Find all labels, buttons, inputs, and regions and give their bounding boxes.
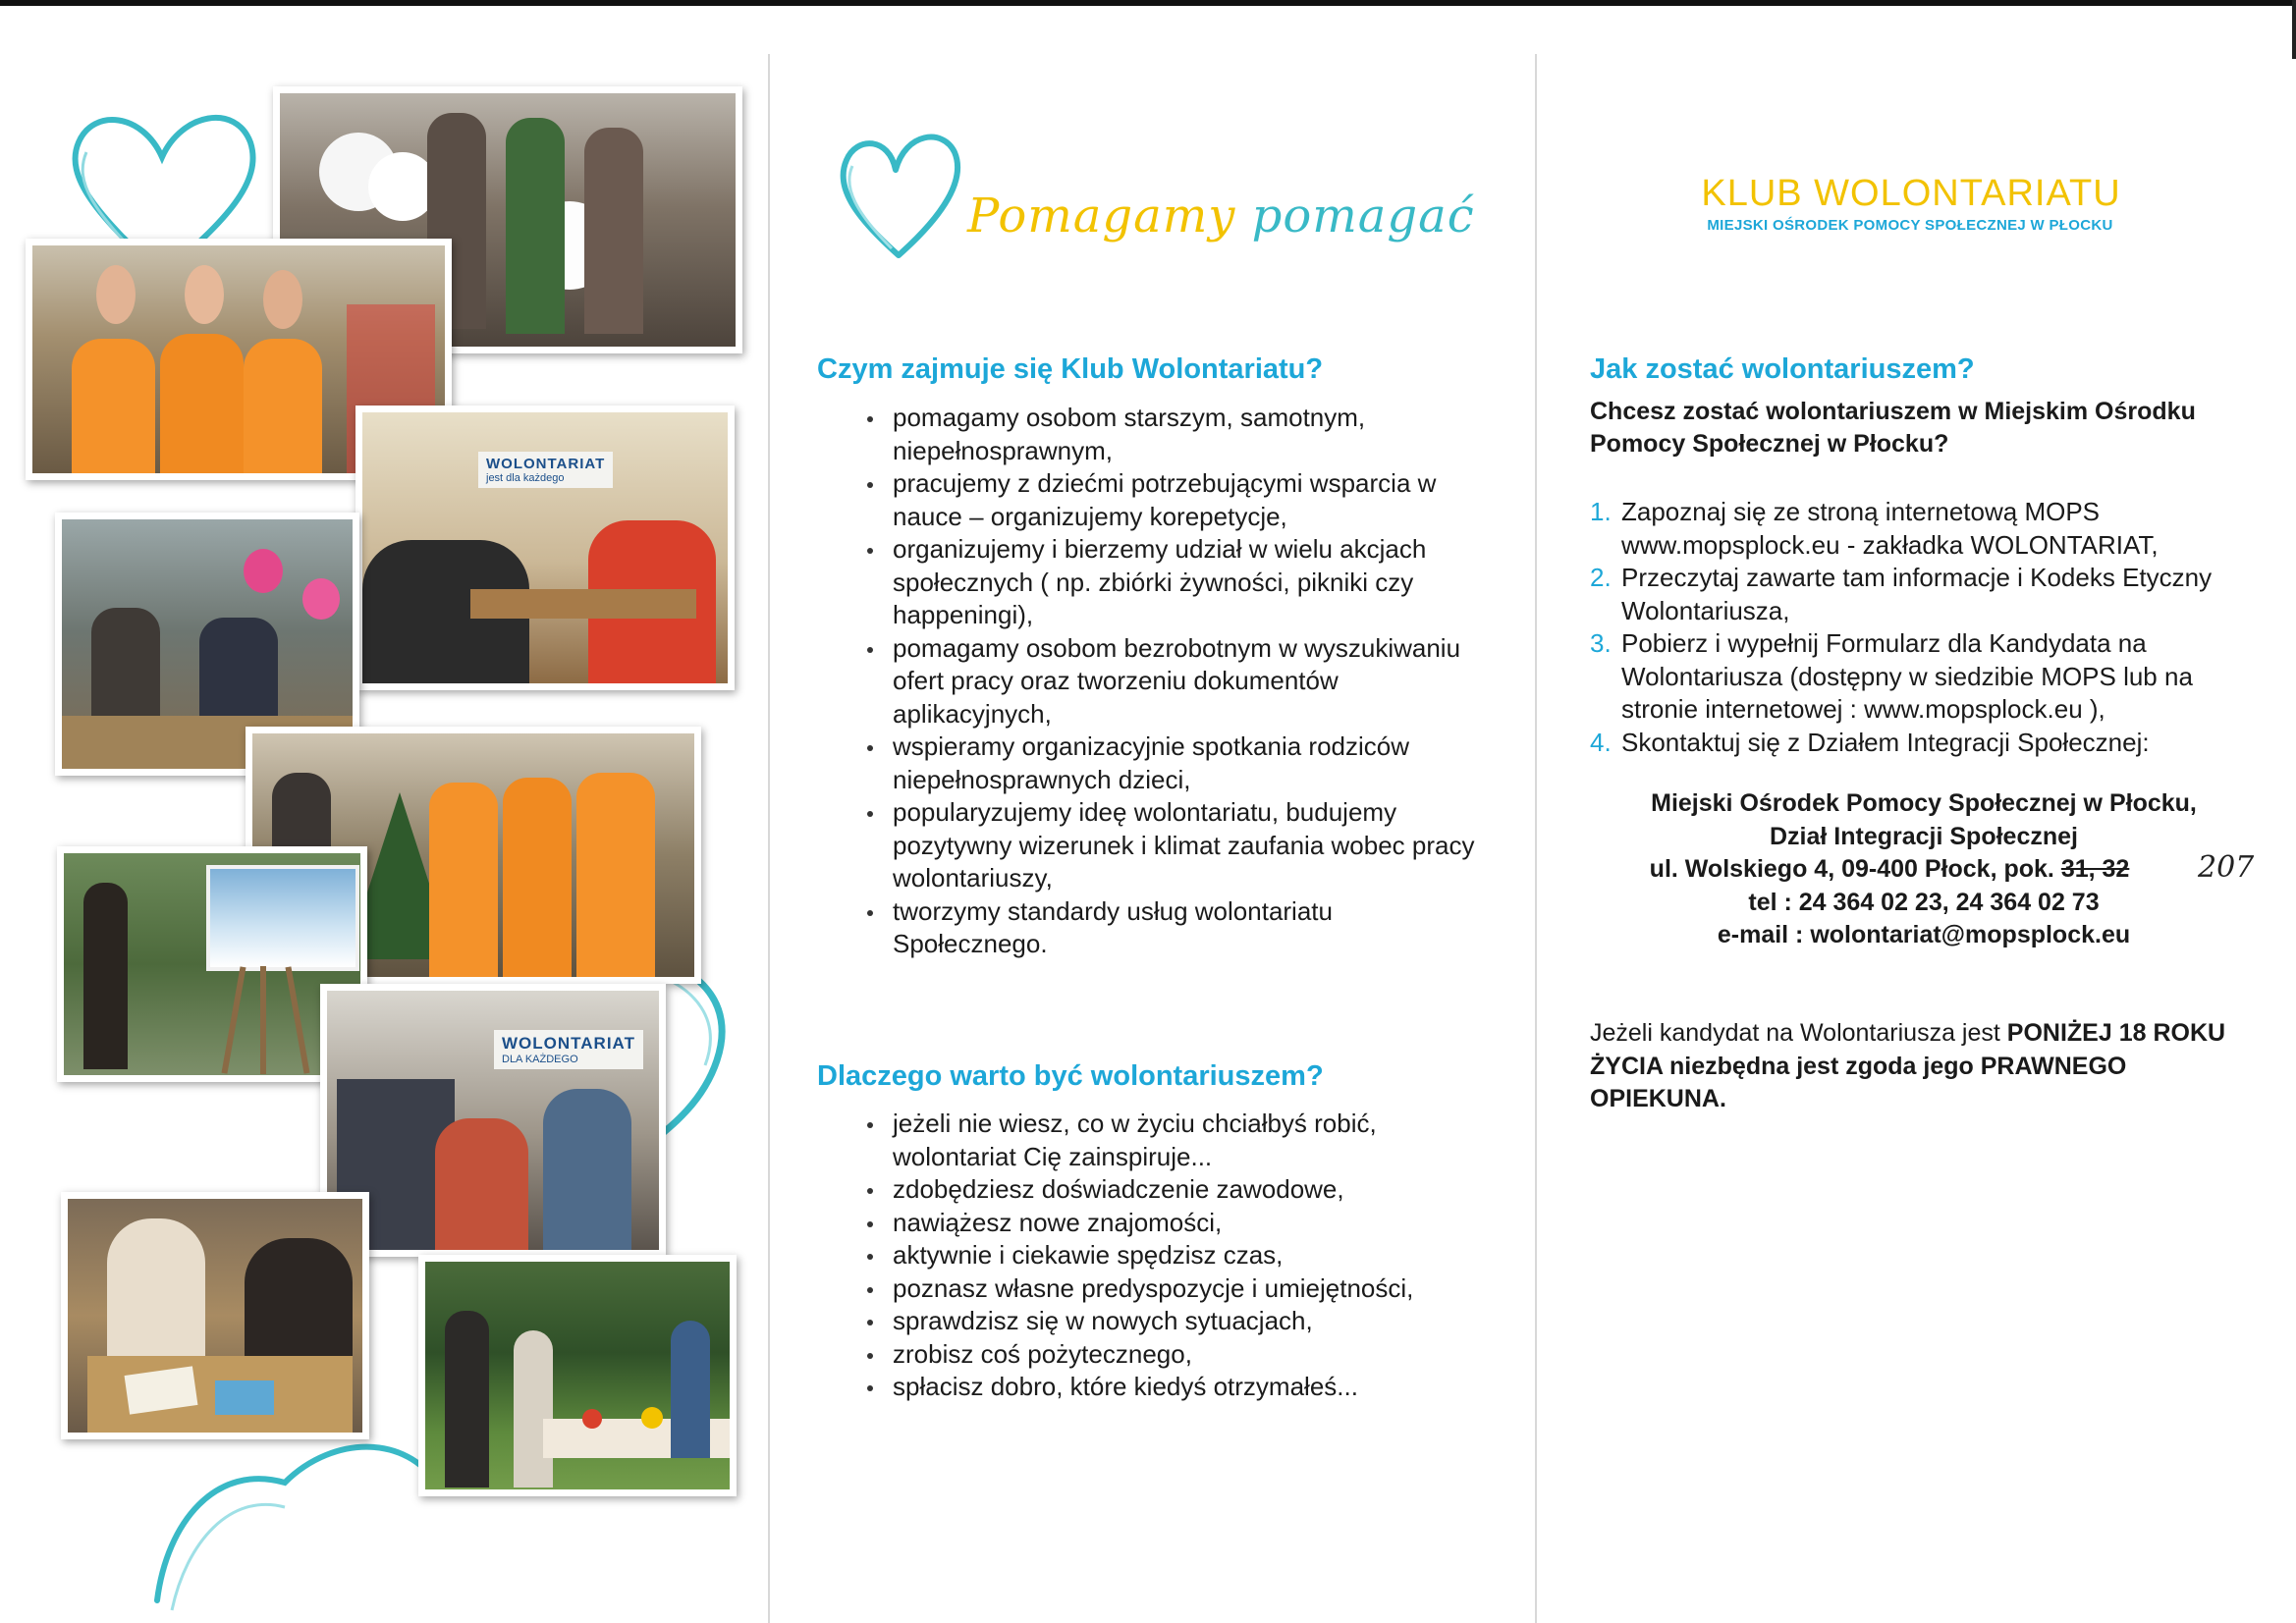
- section-title-how-to-join: Jak zostać wolontariuszem?: [1590, 353, 1975, 385]
- list-item: aktywnie i ciekawie spędzisz czas,: [893, 1239, 1482, 1272]
- brand-slogan-word1: Pomagamy: [967, 189, 1236, 243]
- list-item: tworzymy standardy usług wolontariatu Społecznego.: [893, 895, 1482, 961]
- banner-text: WOLONTARIAT DLA KAŻDEGO: [494, 1030, 643, 1069]
- list-item: [1590, 496, 2258, 562]
- list-item: [1590, 727, 2258, 760]
- list-item: sprawdzisz się w nowych sytuacjach,: [893, 1305, 1482, 1338]
- heart-logo-icon: [835, 123, 967, 265]
- join-lead: Chcesz zostać wolontariuszem w Miejskim Ośrodku Pomocy Społecznej w Płocku?: [1590, 398, 2196, 458]
- section-title-why-volunteer: Dlaczego warto być wolontariuszem?: [817, 1060, 1324, 1092]
- photo-banner-stand: [320, 984, 666, 1257]
- contact-phone: tel : 24 364 02 23, 24 364 02 73: [1748, 888, 2100, 916]
- heart-outline-icon: [137, 1414, 462, 1620]
- fold-line-2: [1535, 54, 1537, 1623]
- photo-reading-table: [61, 1192, 369, 1439]
- photo-volunteer-desk: [355, 406, 735, 690]
- klub-subtitle: MIEJSKI OŚRODEK POMOCY SPOŁECZNEJ W PŁOCKU: [1707, 217, 2113, 234]
- handwritten-room-number: 207: [2198, 850, 2255, 885]
- list-item: wspieramy organizacyjnie spotkania rodziców niepełnosprawnych dzieci,: [893, 730, 1482, 796]
- list-item: [1590, 627, 2258, 727]
- banner-text: WOLONTARIAT jest dla każdego: [478, 452, 613, 488]
- contact-org: Miejski Ośrodek Pomocy Społecznej w Płocku,: [1651, 789, 2197, 817]
- photo-collage-panel: [0, 0, 766, 1623]
- step-number: 1.: [1590, 497, 1612, 526]
- list-item: [1590, 562, 2258, 627]
- klub-title: KLUB WOLONTARIATU: [1701, 173, 2121, 214]
- step-number: 4.: [1590, 727, 1612, 757]
- list-item: nawiążesz nowe znajomości,: [893, 1207, 1482, 1240]
- list-item: poznasz własne predyspozycje i umiejętności,: [893, 1272, 1482, 1306]
- list-item: jeżeli nie wiesz, co w życiu chciałbyś robić, wolontariat Cię zainspiruje...: [893, 1108, 1482, 1173]
- contact-email: e-mail : wolontariat@mopsplock.eu: [1717, 921, 2131, 948]
- brand-slogan: [967, 189, 1475, 243]
- section-title-what-we-do: Czym zajmuje się Klub Wolontariatu?: [817, 353, 1324, 385]
- list-item: pomagamy osobom bezrobotnym w wyszukiwaniu ofert pracy oraz tworzeniu dokumentów aplikacyjnych,: [893, 632, 1482, 731]
- what-we-do-list: [893, 402, 1482, 961]
- step-text: Zapoznaj się ze stroną internetową MOPS www.mopsplock.eu - zakładka WOLONTARIAT,: [1621, 497, 2159, 560]
- brand-slogan-word2: pomagać: [1251, 189, 1475, 243]
- step-number: 2.: [1590, 563, 1612, 592]
- step-text: Pobierz i wypełnij Formularz dla Kandydata na Wolontariusza (dostępny w siedzibie MOPS lub na stronie internetowej : www.mopsplock.eu ),: [1621, 628, 2193, 724]
- step-text: Przeczytaj zawarte tam informacje i Kodeks Etyczny Wolontariusza,: [1621, 563, 2213, 625]
- fold-line-1: [768, 54, 770, 1623]
- contact-block: [1590, 787, 2258, 952]
- why-volunteer-list: [893, 1108, 1482, 1404]
- list-item: pomagamy osobom starszym, samotnym, niepełnosprawnym,: [893, 402, 1482, 467]
- contact-address: ul. Wolskiego 4, 09-400 Płock, pok. 31, 32: [1649, 855, 2130, 883]
- list-item: organizujemy i bierzemy udział w wielu akcjach społecznych ( np. zbiórki żywności, pikniki czy happeningi),: [893, 533, 1482, 632]
- scan-right-edge: [2292, 0, 2296, 59]
- step-number: 3.: [1590, 628, 1612, 658]
- join-steps-list: [1590, 496, 2258, 759]
- contact-room-struck: 31, 32: [2060, 855, 2130, 883]
- photo-outdoor-picnic: [418, 1255, 737, 1496]
- list-item: pracujemy z dziećmi potrzebującymi wsparcia w nauce – organizujemy korepetycje,: [893, 467, 1482, 533]
- age-notice: Jeżeli kandydat na Wolontariusza jest PONIŻEJ 18 ROKU ŻYCIA niezbędna jest zgoda jego PRAWNEGO OPIEKUNA.: [1590, 1019, 2226, 1112]
- list-item: spłacisz dobro, które kiedyś otrzymałeś...: [893, 1371, 1482, 1404]
- list-item: zdobędziesz doświadczenie zawodowe,: [893, 1173, 1482, 1207]
- list-item: zrobisz coś pożytecznego,: [893, 1338, 1482, 1372]
- step-text: Skontaktuj się z Działem Integracji Społecznej:: [1621, 727, 2150, 757]
- list-item: popularyzujemy ideę wolontariatu, budujemy pozytywny wizerunek i klimat zaufania wobec pracy wolontariuszy,: [893, 796, 1482, 895]
- contact-department: Dział Integracji Społecznej: [1770, 822, 2078, 850]
